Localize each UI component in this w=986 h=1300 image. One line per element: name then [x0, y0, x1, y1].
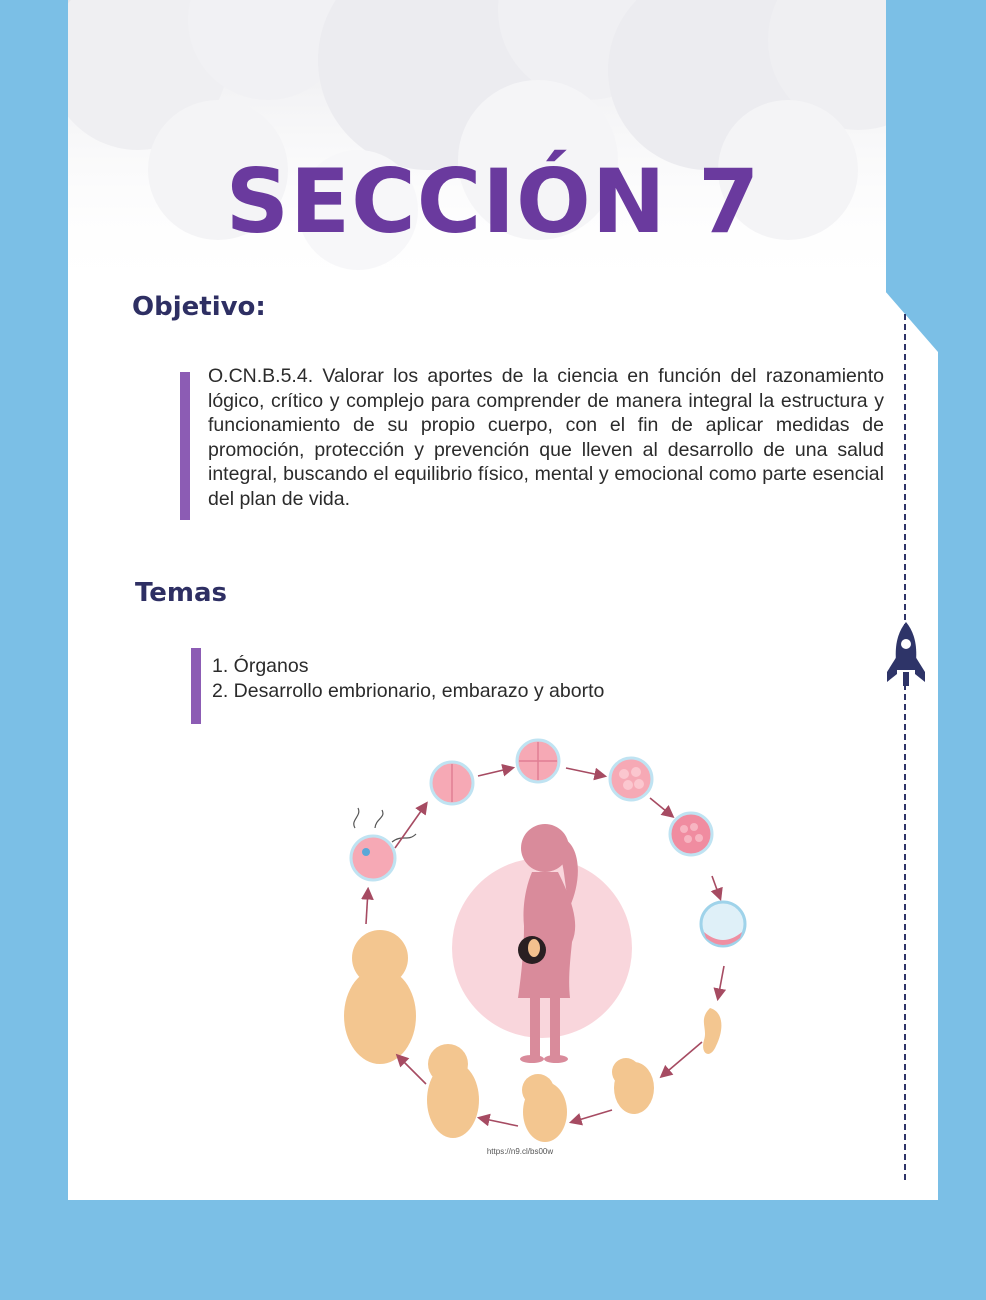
topics-heading: Temas — [135, 578, 228, 608]
embryo-development-illustration — [320, 730, 760, 1160]
objective-text: O.CN.B.5.4. Valorar los aportes de la ciencia en función del razonamiento lógico, crítico y complejo para comprender de manera integral la estructura y funcionamiento de su propio cuerpo, con el fin de aplicar medidas de promoción, protección y prevención que lleven al desarrollo de una salud integral, buscando el equilibrio físico, mental y emocional como parte esencial del plan de vida. — [208, 365, 884, 510]
dashed-timeline — [904, 314, 906, 1180]
topics-list — [212, 654, 604, 704]
objective-heading: Objetivo: — [132, 292, 266, 322]
topic-item: 2. Desarrollo embrionario, embarazo y aborto — [212, 680, 605, 702]
rocket-icon — [884, 620, 928, 690]
frame-left-band — [0, 1196, 24, 1300]
frame-bottom-band — [0, 1200, 986, 1300]
objective-accent-bar — [180, 372, 190, 520]
section-title: SECCIÓN 7 — [225, 150, 761, 253]
image-credit: https://n9.cl/bs00w — [486, 1147, 554, 1156]
topics-accent-bar — [191, 648, 201, 724]
topic-item: 1. Órganos — [212, 655, 309, 677]
